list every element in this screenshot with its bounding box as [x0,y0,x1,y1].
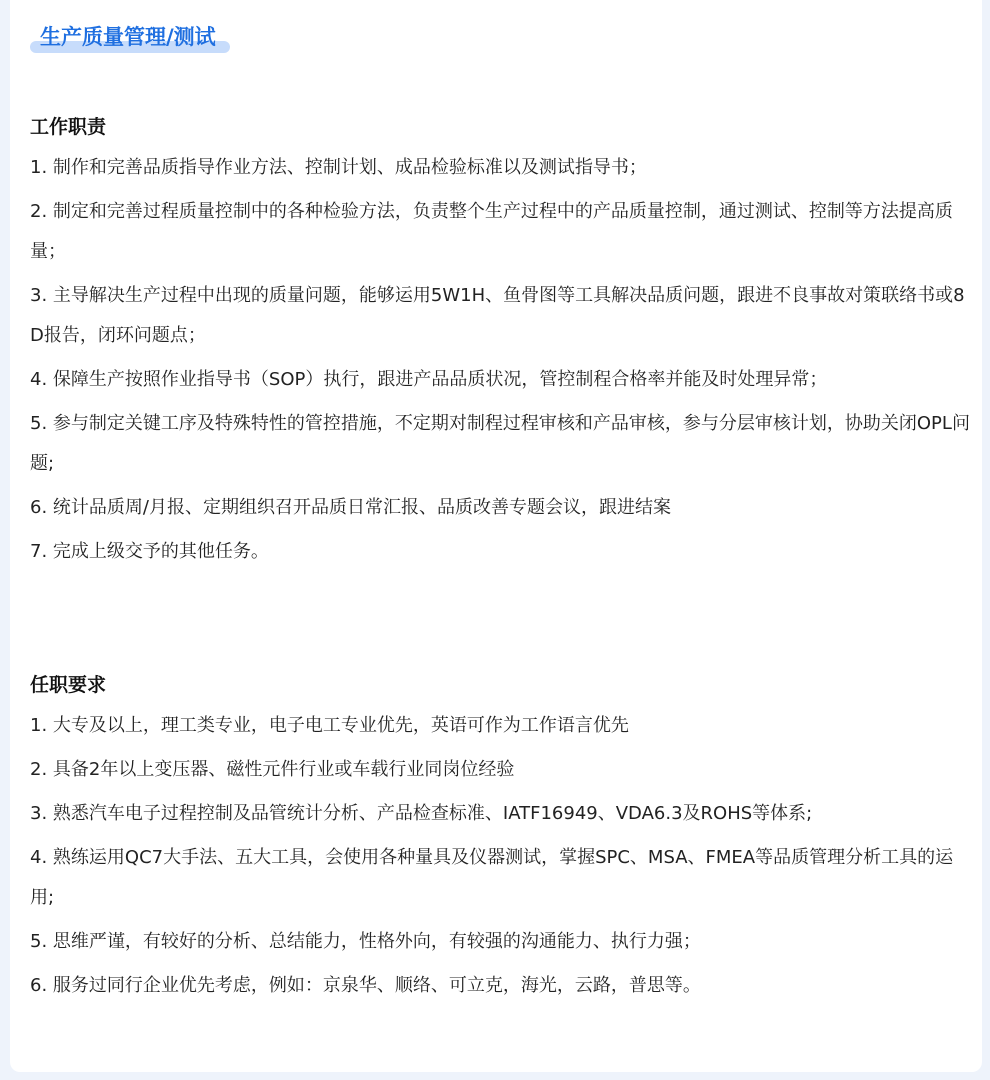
requirements-section [30,670,970,1010]
duty-item: 4. 保障生产按照作业指导书（SOP）执行，跟进产品品质状况，管控制程合格率并能及时处理异常； [30,369,828,390]
job-title-block [30,22,226,54]
job-title: 生产质量管理/测试 [40,25,216,49]
duty-item: 3. 主导解决生产过程中出现的质量问题，能够运用5W1H、鱼骨图等工具解决品质问题，跟进不良事故对策联络书或8D报告，闭环问题点； [30,285,965,346]
requirements-list [30,706,970,1006]
duty-item: 6. 统计品质周/月报、定期组织召开品质日常汇报、品质改善专题会议，跟进结案 [30,497,671,518]
duties-heading: 工作职责 [30,116,107,138]
duty-item: 2. 制定和完善过程质量控制中的各种检验方法，负责整个生产过程中的产品质量控制，通过测试、控制等方法提高质量； [30,201,953,262]
duties-section [30,112,970,576]
requirement-item: 6. 服务过同行企业优先考虑，例如：京泉华、顺络、可立克，海光，云路，普思等。 [30,975,701,996]
requirement-item: 5. 思维严谨，有较好的分析、总结能力，性格外向，有较强的沟通能力、执行力强； [30,931,701,952]
requirement-item: 3. 熟悉汽车电子过程控制及品管统计分析、产品检查标准、IATF16949、VDA6.3及ROHS等体系; [30,803,813,824]
job-description-card [10,0,982,1072]
duty-item: 7. 完成上级交予的其他任务。 [30,541,269,562]
requirement-item: 4. 熟练运用QC7大手法、五大工具，会使用各种量具及仪器测试，掌握SPC、MSA、FMEA等品质管理分析工具的运用; [30,847,954,908]
duty-item: 1. 制作和完善品质指导作业方法、控制计划、成品检验标准以及测试指导书； [30,157,647,178]
duties-list [30,148,970,572]
duty-item: 5. 参与制定关键工序及特殊特性的管控措施，不定期对制程过程审核和产品审核，参与分层审核计划，协助关闭OPL问题; [30,413,970,474]
requirements-heading: 任职要求 [30,674,107,696]
requirement-item: 2. 具备2年以上变压器、磁性元件行业或车载行业同岗位经验 [30,759,515,780]
requirement-item: 1. 大专及以上，理工类专业，电子电工专业优先，英语可作为工作语言优先 [30,715,629,736]
